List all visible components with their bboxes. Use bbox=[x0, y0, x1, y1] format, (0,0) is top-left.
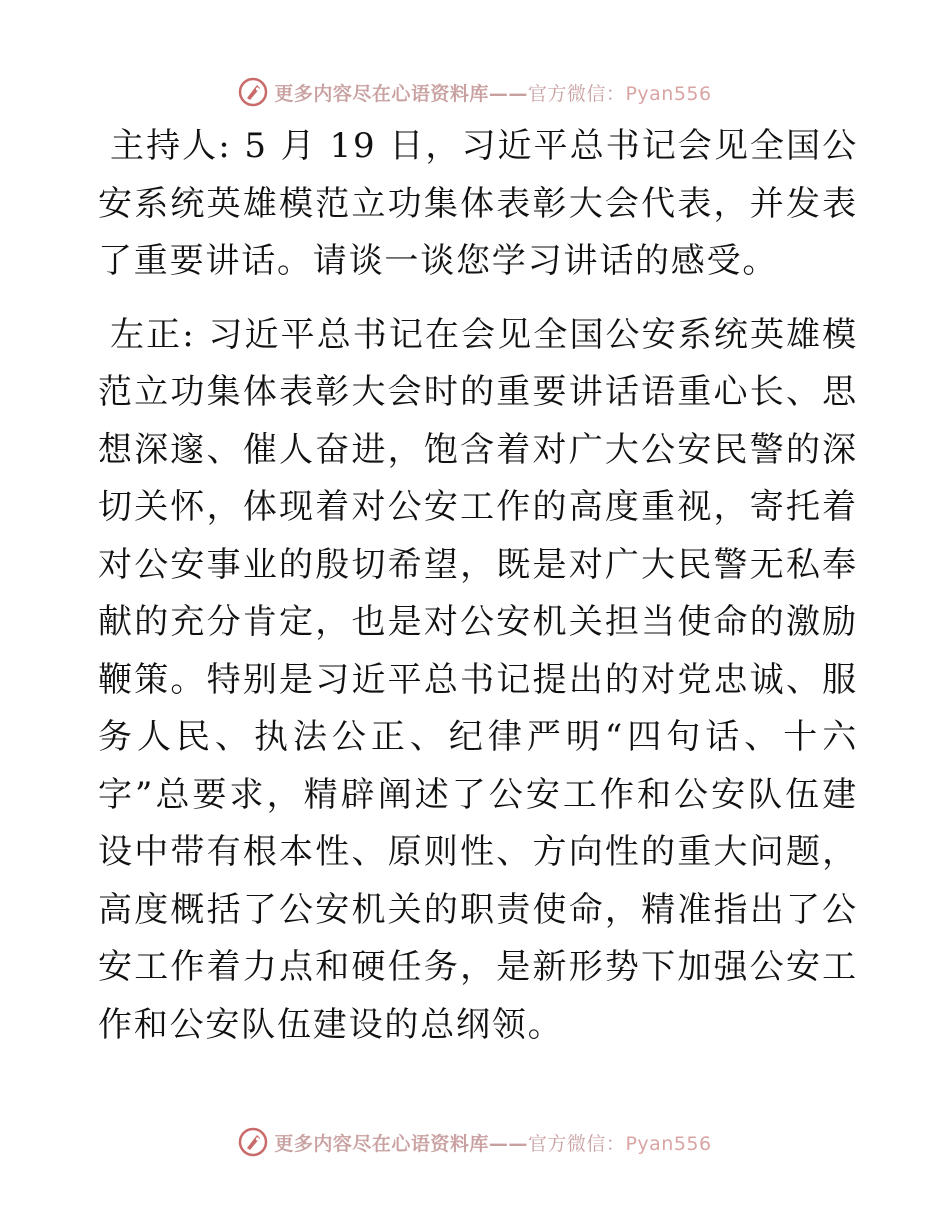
wechat-label: 官方微信： bbox=[527, 82, 626, 105]
speaker-label: 左正: bbox=[110, 314, 196, 355]
paragraph-text: 习近平总书记在会见全国公安系统英雄模范立功集体表彰大会时的重要讲话语重心长、思想深邃、催人奋进，饱含着对广大公安民警的深切关怀，体现着对公安工作的高度重视，寄托着对公安事业的殷切希望，既是对广大民警无私奉献的充分肯定，也是对公安机关担当使命的激励鞭策。特别是习近平总书记提出的对党忠诚、服务人民、执法公正、纪律严明“四句话、十六字”总要求，精辟阐述了公安工作和公安队伍建设中带有根本性、原则性、方向性的重大问题，高度概括了公安机关的职责使命，精准指出了公安工作着力点和硬任务，是新形势下加强公安工作和公安队伍建设的总纲领。 bbox=[98, 314, 858, 1045]
wechat-label: 官方微信： bbox=[527, 1132, 626, 1155]
speaker-label: 主持人: bbox=[110, 126, 232, 166]
watermark-cn: 更多内容尽在心语资料库 bbox=[274, 82, 489, 105]
paragraph-answer bbox=[98, 307, 858, 1055]
pen-nib-circle-icon bbox=[238, 77, 268, 107]
wechat-id: Pyan556 bbox=[625, 82, 712, 105]
watermark-text bbox=[274, 1129, 711, 1156]
wechat-id: Pyan556 bbox=[625, 1132, 712, 1155]
pen-nib-circle-icon bbox=[238, 1127, 268, 1157]
document-body bbox=[98, 118, 858, 1054]
watermark-text bbox=[274, 79, 711, 106]
footer-watermark bbox=[0, 1122, 950, 1162]
header-watermark bbox=[0, 72, 950, 112]
paragraph-host-question bbox=[98, 118, 858, 291]
watermark-dash: —— bbox=[488, 1132, 528, 1155]
watermark-dash: —— bbox=[488, 82, 528, 105]
watermark-cn: 更多内容尽在心语资料库 bbox=[274, 1132, 489, 1155]
paragraph-text: 5 月 19 日，习近平总书记会见全国公安系统英雄模范立功集体表彰大会代表，并发表了重要讲话。请谈一谈您学习讲话的感受。 bbox=[98, 126, 858, 281]
